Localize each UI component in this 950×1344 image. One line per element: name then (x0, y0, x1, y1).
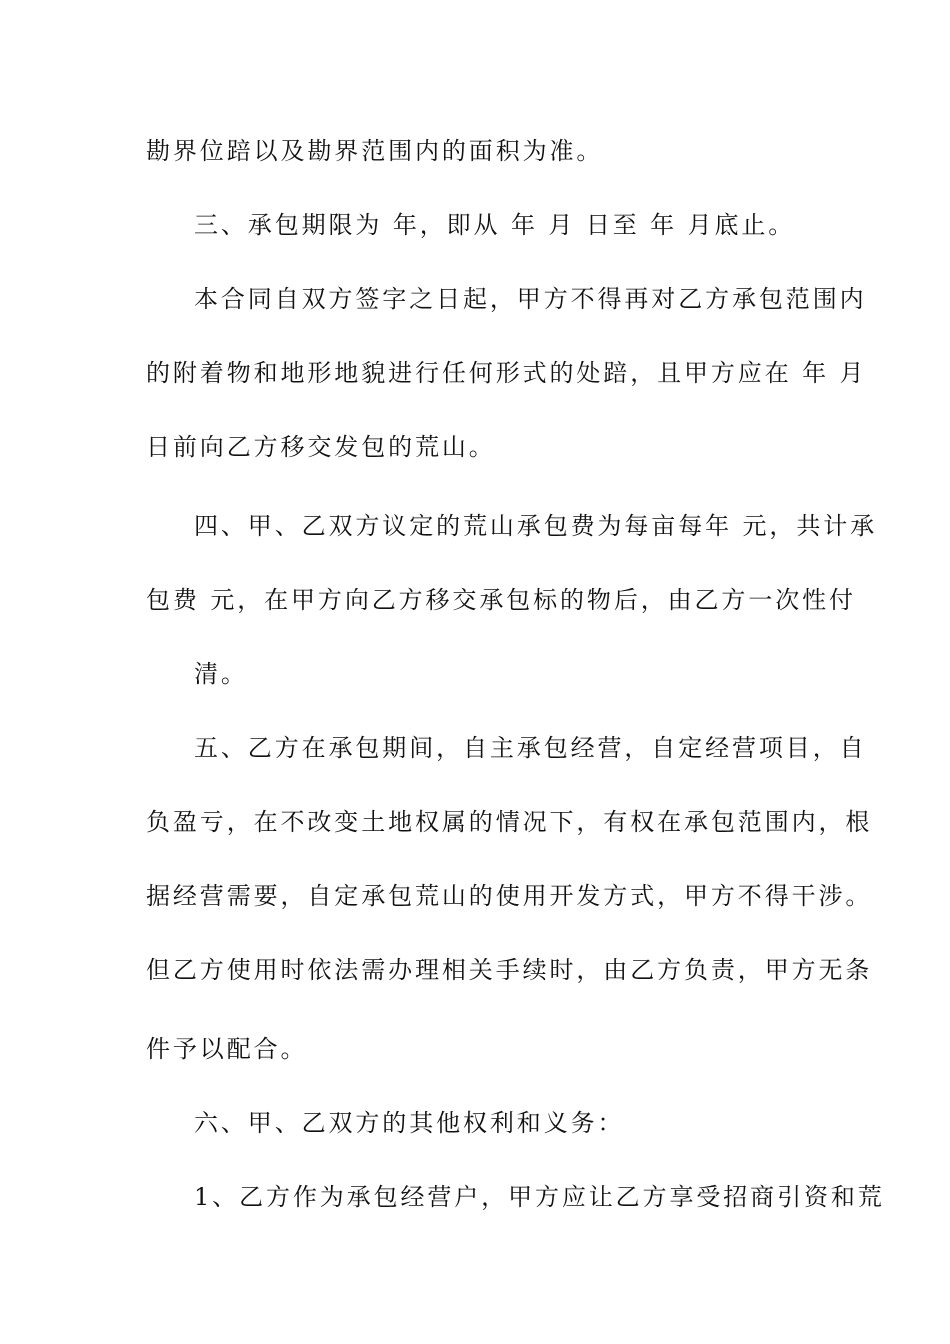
text-line: 的附着物和地形地貌进行任何形式的处踣，且甲方应在 年 月 (146, 359, 867, 387)
text-line: 四、甲、乙双方议定的荒山承包费为每亩每年 元，共计承 (194, 512, 878, 540)
text-line: 五、乙方在承包期间，自主承包经营，自定经营项目，自 (194, 734, 867, 762)
text-line: 据经营需要，自定承包荒山的使用开发方式，甲方不得干涉。 (146, 882, 873, 910)
text-line: 包费 元，在甲方向乙方移交承包标的物后，由乙方一次性付 (146, 586, 856, 614)
text-line: 负盈亏，在不改变土地权属的情况下，有权在承包范围内，根 (146, 808, 873, 836)
text-line: 日前向乙方移交发包的荒山。 (146, 433, 496, 461)
text-line: 清。 (194, 660, 248, 688)
text-line: 本合同自双方签字之日起，甲方不得再对乙方承包范围内 (194, 285, 867, 313)
text-line: 件予以配合。 (146, 1035, 308, 1063)
text-line: 但乙方使用时依法需办理相关手续时，由乙方负责，甲方无条 (146, 956, 873, 984)
text-line: 六、甲、乙双方的其他权利和义务： (194, 1109, 625, 1137)
text-line: 1、乙方作为承包经营户，甲方应让乙方享受招商引资和荒 (194, 1183, 885, 1211)
text-line: 勘界位踣以及勘界范围内的面积为准。 (146, 137, 604, 165)
text-line: 三、承包期限为 年，即从 年 月 日至 年 月底止。 (194, 211, 796, 239)
